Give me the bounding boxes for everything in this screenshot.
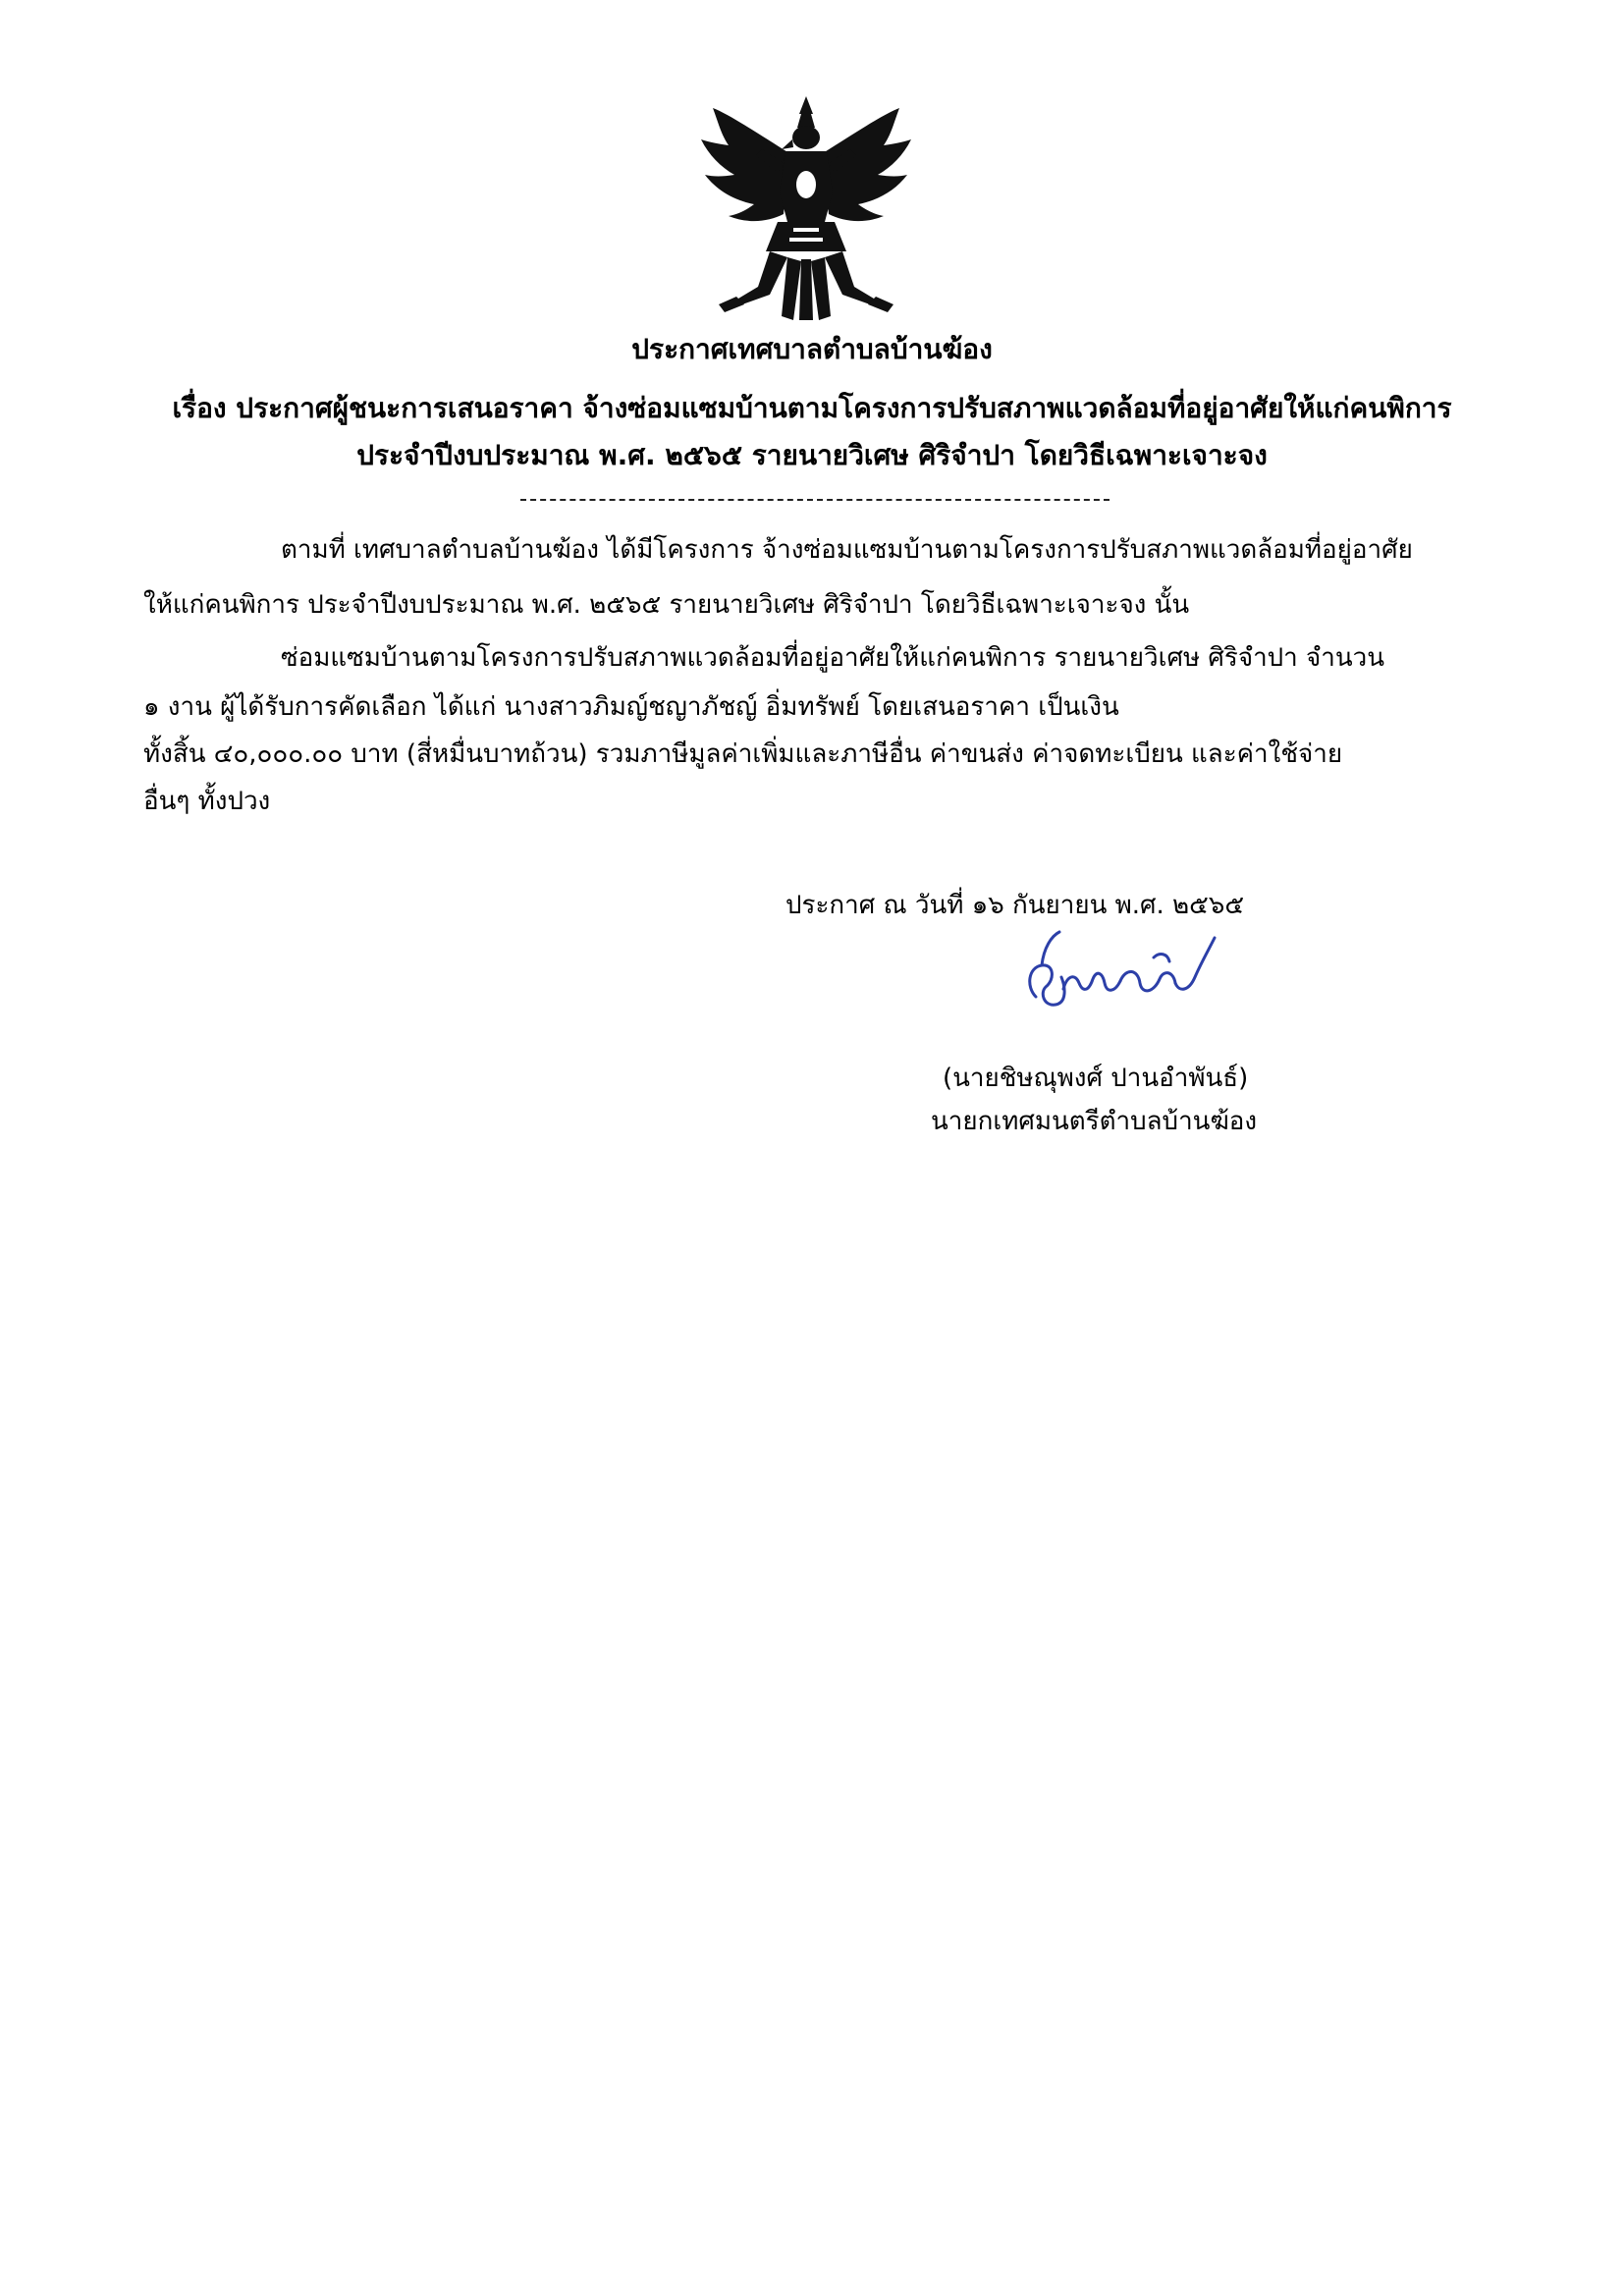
- signatory-title: นายกเทศมนตรีตำบลบ้านฆ้อง: [931, 1107, 1258, 1136]
- announcement-date: ประกาศ ณ วันที่ ๑๖ กันยายน พ.ศ. ๒๕๖๕: [785, 891, 1245, 920]
- body-line-1: ตามที่ เทศบาลตำบลบ้านฆ้อง ได้มีโครงการ จ้างซ่อมแซมบ้านตามโครงการปรับสภาพแวดล้อมที่อยู่อาศัย: [281, 535, 1413, 565]
- garuda-emblem-icon: [699, 94, 913, 322]
- announcement-subject: เรื่อง ประกาศผู้ชนะการเสนอราคา จ้างซ่อมแซมบ้านตามโครงการปรับสภาพแวดล้อมที่อยู่อาศัยให้แก่คนพิการ: [172, 392, 1452, 424]
- body-line-5: ทั้งสิ้น ๔๐,๐๐๐.๐๐ บาท (สี่หมื่นบาทถ้วน) รวมภาษีมูลค่าเพิ่มและภาษีอื่น ค่าขนส่ง ค่าจดทะเบียน และค่าใช้จ่าย: [143, 739, 1343, 769]
- body-line-4: ๑ งาน ผู้ได้รับการคัดเลือก ได้แก่ นางสาวภิมญ์ชญาภัชญ์ อิ่มทรัพย์ โดยเสนอราคา เป็นเงิน: [143, 692, 1119, 722]
- announcement-subject-continued: ประจำปีงบประมาณ พ.ศ. ๒๕๖๕ รายนายวิเศษ ศิริจำปา โดยวิธีเฉพาะเจาะจง: [356, 439, 1268, 471]
- handwritten-signature-icon: [1006, 928, 1232, 1026]
- body-line-6: อื่นๆ ทั้งปวง: [143, 787, 271, 816]
- dashed-divider: [520, 499, 1110, 501]
- body-line-3: ซ่อมแซมบ้านตามโครงการปรับสภาพแวดล้อมที่อยู่อาศัยให้แก่คนพิการ รายนายวิเศษ ศิริจำปา จำนวน: [281, 643, 1385, 673]
- announcement-issuer: ประกาศเทศบาลตำบลบ้านฆ้อง: [631, 333, 993, 365]
- body-line-2: ให้แก่คนพิการ ประจำปีงบประมาณ พ.ศ. ๒๕๖๕ รายนายวิเศษ ศิริจำปา โดยวิธีเฉพาะเจาะจง นั้น: [143, 590, 1190, 620]
- signatory-name: (นายชิษณุพงศ์ ปานอำพันธ์): [943, 1064, 1249, 1093]
